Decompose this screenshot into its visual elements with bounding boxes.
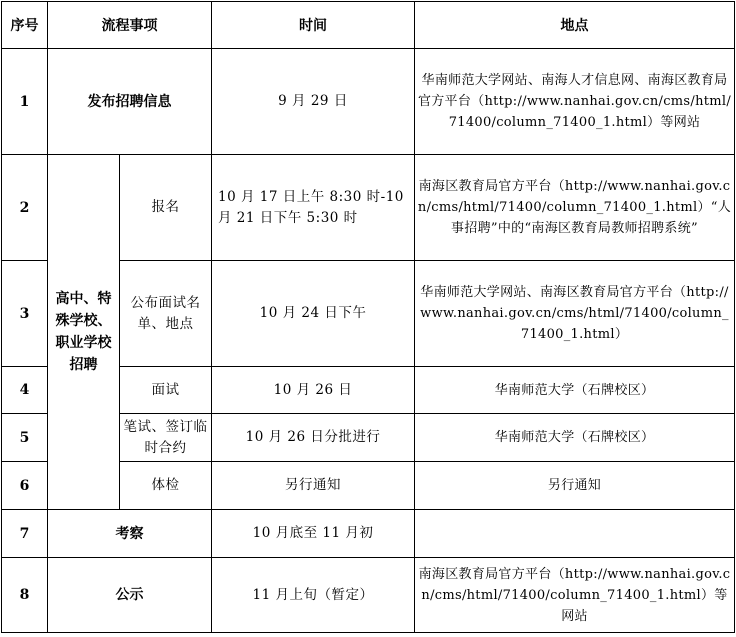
row-time: 10 月 26 日 [212,367,415,414]
row-item: 体检 [120,462,212,510]
table-row [2,49,735,155]
header-place: 地点 [415,2,735,49]
row-number: 7 [2,510,48,558]
group-label: 高中、特殊学校、职业学校招聘 [48,155,120,510]
row-item: 考察 [48,510,212,558]
row-number: 4 [2,367,48,414]
row-item: 发布招聘信息 [48,49,212,155]
recruitment-schedule-table [1,1,735,633]
row-number: 1 [2,49,48,155]
row-place: 另行通知 [415,462,735,510]
row-number: 5 [2,414,48,462]
row-number: 6 [2,462,48,510]
row-item: 报名 [120,155,212,261]
table-row [2,510,735,558]
row-place: 华南师范大学网站、南海人才信息网、南海区教育局官方平台（http://www.nanhai.gov.cn/cms/html/71400/column_71400_1.html）等网站 [415,49,735,155]
row-item: 公示 [48,558,212,633]
row-time: 10 月 24 日下午 [212,261,415,367]
table-row [2,155,735,261]
row-time: 11 月上旬（暂定） [212,558,415,633]
row-place [415,510,735,558]
header-item: 流程事项 [48,2,212,49]
row-item: 面试 [120,367,212,414]
row-number: 8 [2,558,48,633]
header-time: 时间 [212,2,415,49]
row-item: 笔试、签订临时合约 [120,414,212,462]
header-row [2,2,735,49]
row-time: 10 月 26 日分批进行 [212,414,415,462]
row-number: 2 [2,155,48,261]
row-time: 10 月 17 日上午 8:30 时-10 月 21 日下午 5:30 时 [212,155,415,261]
header-no: 序号 [2,2,48,49]
row-place: 南海区教育局官方平台（http://www.nanhai.gov.cn/cms/html/71400/column_71400_1.html）“人事招聘”中的“南海区教育局教师招聘系统” [415,155,735,261]
row-time: 另行通知 [212,462,415,510]
row-place: 华南师范大学（石牌校区） [415,367,735,414]
row-place: 南海区教育局官方平台（http://www.nanhai.gov.cn/cms/html/71400/column_71400_1.html）等网站 [415,558,735,633]
row-time: 10 月底至 11 月初 [212,510,415,558]
row-place: 华南师范大学（石牌校区） [415,414,735,462]
row-time: 9 月 29 日 [212,49,415,155]
table-row [2,558,735,633]
row-place: 华南师范大学网站、南海区教育局官方平台（http://www.nanhai.gov.cn/cms/html/71400/column_71400_1.html） [415,261,735,367]
row-item: 公布面试名单、地点 [120,261,212,367]
row-number: 3 [2,261,48,367]
